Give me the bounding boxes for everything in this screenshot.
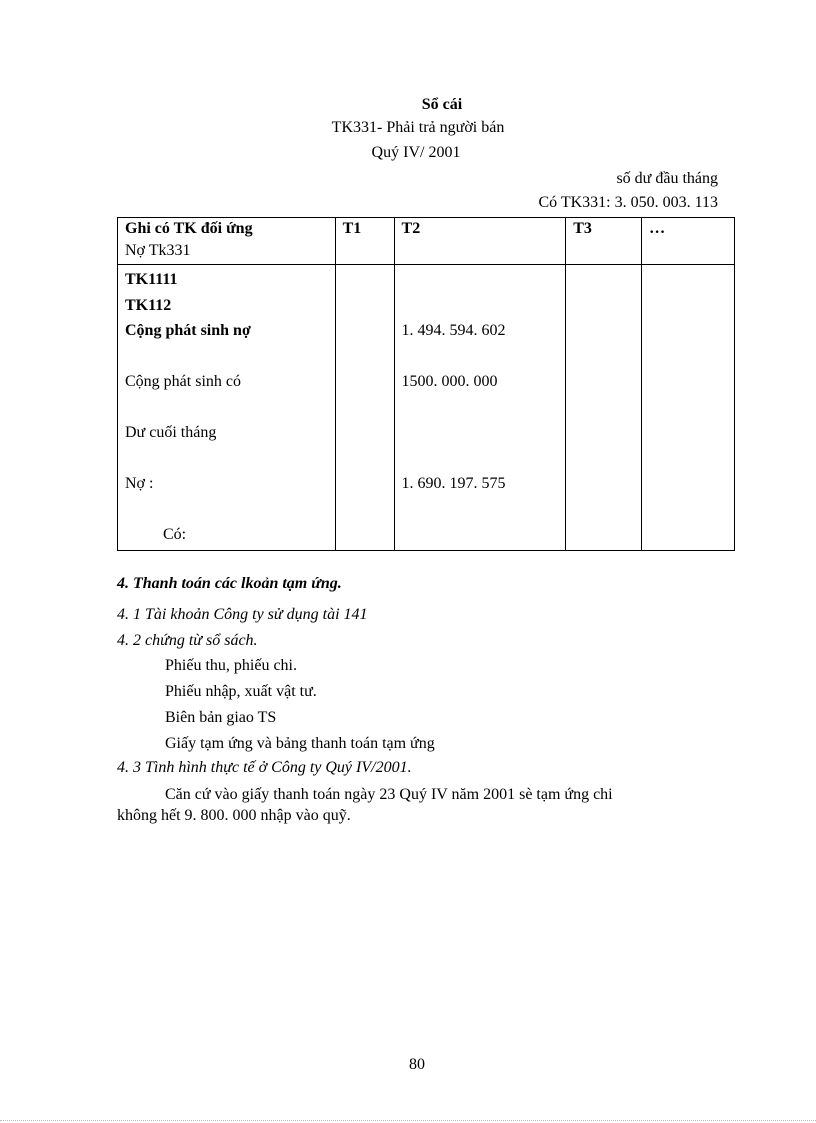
body-col-account xyxy=(118,265,336,551)
section4-sub3: 4. 3 Tình hình thực tế ở Công ty Quý IV/2001. xyxy=(117,759,412,776)
ledger-title: Sổ cái xyxy=(421,96,463,113)
col-header-account-sub: Nợ Tk331 xyxy=(125,242,191,259)
paragraph-line-1: Căn cứ vào giấy thanh toán ngày 23 Quý IV năm 2001 sè tạm ứng chi xyxy=(165,786,613,803)
doc-item-3: Biên bản giao TS xyxy=(165,709,277,726)
ledger-table xyxy=(117,217,735,551)
row-debit-total-label: Cộng phát sinh nợ xyxy=(125,322,251,339)
col-header-account-label: Ghi có TK đối ứng xyxy=(125,220,253,237)
ledger-subtitle: TK331- Phải trả người bán xyxy=(331,119,505,136)
doc-item-2: Phiếu nhập, xuất vật tư. xyxy=(165,683,317,700)
opening-balance-value: Có TK331: 3. 050. 003. 113 xyxy=(538,194,718,211)
body-col-more xyxy=(642,265,735,551)
ledger-period: Quý IV/ 2001 xyxy=(371,144,461,161)
row-closing-label: Dư cuối tháng xyxy=(125,424,217,441)
section4-heading: 4. Thanh toán các lkoản tạm ứng. xyxy=(117,575,342,592)
credit-total-t2: 1500. 000. 000 xyxy=(401,373,498,390)
table-header-row xyxy=(118,218,735,265)
row-co-label: Có: xyxy=(163,526,187,543)
table-body-row xyxy=(118,265,735,551)
body-col-t1 xyxy=(335,265,394,551)
col-header-t2: T2 xyxy=(394,218,566,265)
row-tk112: TK112 xyxy=(125,296,172,314)
section4-sub1: 4. 1 Tài khoản Công ty sử dụng tài 141 xyxy=(117,606,368,623)
doc-item-4: Giấy tạm ứng và bảng thanh toán tạm ứng xyxy=(165,735,435,752)
body-col-t2 xyxy=(394,265,566,551)
col-header-more: … xyxy=(642,218,735,265)
col-header-t3: T3 xyxy=(566,218,642,265)
debit-total-t2: 1. 494. 594. 602 xyxy=(401,322,506,339)
paragraph-line-2: không hết 9. 800. 000 nhập vào quỹ. xyxy=(117,807,351,824)
col-header-account xyxy=(118,218,336,265)
row-no-label: Nợ : xyxy=(125,475,154,492)
page-bottom-divider xyxy=(0,1120,816,1121)
row-credit-total-label: Cộng phát sinh có xyxy=(125,373,241,390)
body-col-t3 xyxy=(566,265,642,551)
section4-sub2: 4. 2 chứng từ sổ sách. xyxy=(117,632,258,649)
page-number: 80 xyxy=(409,1056,425,1073)
doc-item-1: Phiếu thu, phiếu chi. xyxy=(165,657,297,674)
opening-balance-label: số dư đầu tháng xyxy=(616,170,718,187)
no-t2: 1. 690. 197. 575 xyxy=(401,475,506,492)
col-header-t1: T1 xyxy=(335,218,394,265)
row-tk1111: TK1111 xyxy=(125,271,178,288)
